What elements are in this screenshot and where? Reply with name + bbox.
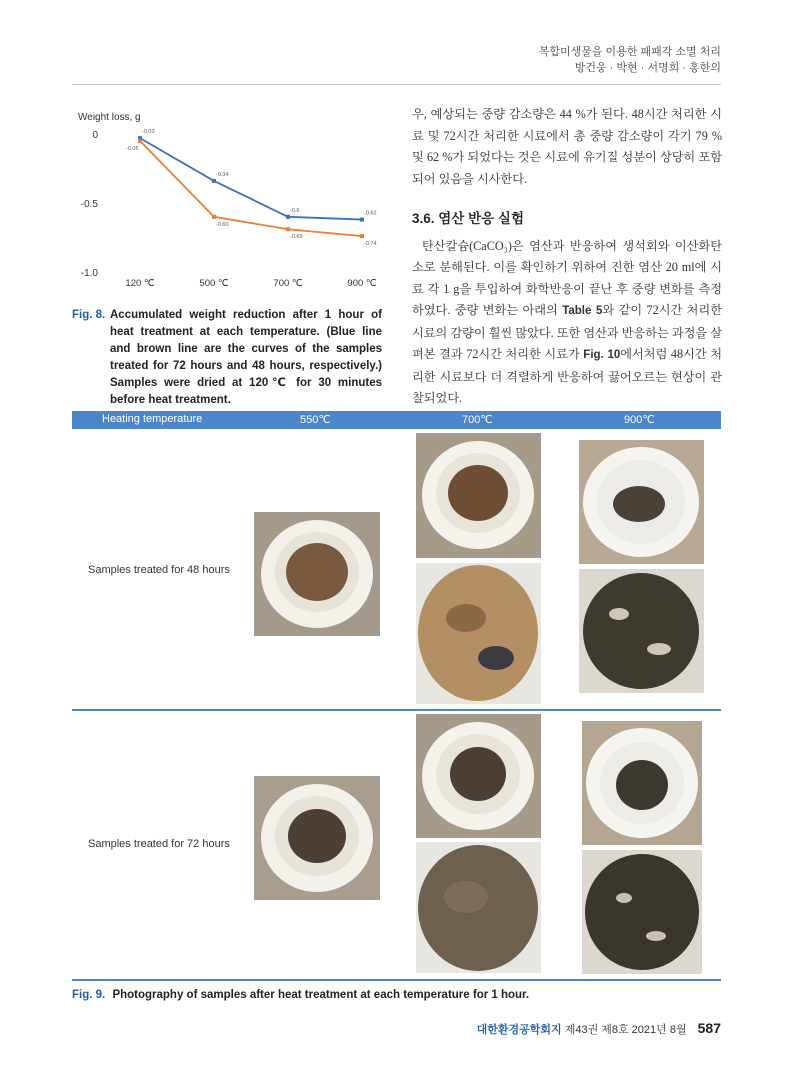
col-700: 700℃ bbox=[462, 414, 493, 426]
photo-48h-900-spread bbox=[579, 569, 704, 693]
y-tick-label: 0 bbox=[92, 130, 98, 141]
fig-ref: Fig. 10 bbox=[583, 349, 621, 361]
y-tick-label: -1.0 bbox=[80, 268, 98, 279]
series-line-1 bbox=[140, 141, 362, 236]
paragraph-1: 우, 예상되는 중량 감소량은 44 %가 된다. 48시간 처리한 시료 및 72시간 처리한 시료에서 총 중량 감소량이 각기 79 % 및 62 %가 되었다는 것은 시료에 유기질 성분이 상당히 포함되어 있음을 시사한다. bbox=[412, 107, 722, 186]
data-label: -0.74 bbox=[364, 241, 377, 248]
page-footer bbox=[477, 1020, 721, 1037]
col-550: 550℃ bbox=[300, 414, 331, 426]
data-point bbox=[286, 215, 290, 219]
col-900: 900℃ bbox=[624, 414, 655, 426]
right-column bbox=[412, 104, 722, 410]
paragraph-2c: 에서처럼 48시간 처리한 시료보다 더 격렬하게 반응하여 끓어오르는 현상이 관찰되었다. bbox=[412, 347, 722, 405]
photo-72h-900-bowl bbox=[582, 721, 702, 845]
x-tick-label: 900 ℃ bbox=[347, 278, 377, 289]
data-label: -0.05 bbox=[126, 145, 139, 152]
row-label-72h: Samples treated for 72 hours bbox=[88, 838, 230, 850]
photo-table-header bbox=[72, 411, 721, 429]
data-label: -0.60 bbox=[216, 221, 229, 228]
col-heating-temperature: Heating temperature bbox=[102, 413, 203, 425]
data-point bbox=[360, 218, 364, 222]
fig8-caption bbox=[72, 307, 382, 409]
photo-72h-700-bowl bbox=[416, 714, 541, 838]
journal-issue: 제43권 제8호 2021년 8월 bbox=[564, 1024, 687, 1036]
x-tick-label: 120 ℃ bbox=[125, 278, 155, 289]
y-tick-label: -0.5 bbox=[80, 199, 98, 210]
data-label: -0.6 bbox=[290, 207, 300, 214]
photo-48h-700-bowl bbox=[416, 433, 541, 558]
data-point bbox=[286, 227, 290, 231]
paragraph-2a: 탄산칼슘(CaCO₃)은 염산과 반응하여 생석회와 이산화탄소로 분해된다. 이를 확인하기 위하여 진한 염산 20 ml에 시료 각 1 g을 투입하여 화학반응이 끝난 후 중량 변화를 측정하였다. 중량 변화는 아래의 bbox=[412, 238, 722, 317]
header-authors: 방건웅 · 박현 · 서명희 · 홍한의 bbox=[574, 62, 721, 74]
page-number: 587 bbox=[697, 1020, 721, 1036]
data-label: -0.62 bbox=[364, 210, 377, 217]
weight-loss-chart bbox=[72, 100, 390, 300]
header-title: 복합미생물을 이용한 패패각 소멸 처리 bbox=[538, 46, 721, 58]
fig9-caption bbox=[72, 989, 529, 1001]
fig8-text: Accumulated weight reduction after 1 hour of heat treatment at each temperature. (Blue line and brown line are the curves of the samples treated for 72 hours and 48 hours, respectively.) Samples were dried at 120℃ for 30 minutes before heat treatment. bbox=[110, 309, 382, 406]
fig9-label: Fig. 9. bbox=[72, 989, 106, 1001]
data-point bbox=[360, 234, 364, 238]
photo-48h-550-bowl bbox=[254, 512, 380, 636]
x-tick-label: 500 ℃ bbox=[199, 278, 229, 289]
chart-svg bbox=[72, 100, 390, 300]
photo-72h-550-bowl bbox=[254, 776, 380, 900]
photo-48h-700-spread bbox=[416, 563, 541, 704]
running-header bbox=[539, 44, 721, 76]
photo-48h-900-bowl bbox=[579, 440, 704, 564]
paragraph-2 bbox=[412, 236, 722, 410]
data-label: -0.03 bbox=[142, 129, 155, 136]
data-label: -0.34 bbox=[216, 171, 229, 178]
table-ref: Table 5 bbox=[562, 305, 603, 317]
fig8-label: Fig. 8. bbox=[72, 309, 106, 321]
header-rule bbox=[72, 84, 721, 85]
photo-72h-900-spread bbox=[582, 850, 702, 974]
x-tick-label: 700 ℃ bbox=[273, 278, 303, 289]
data-point bbox=[212, 179, 216, 183]
row-separator bbox=[72, 709, 721, 711]
data-point bbox=[212, 215, 216, 219]
data-label: -0.69 bbox=[290, 234, 303, 241]
row-label-48h: Samples treated for 48 hours bbox=[88, 564, 230, 576]
section-title: 3.6. 염산 반응 실험 bbox=[412, 211, 525, 226]
chart-ylabel: Weight loss, g bbox=[78, 112, 141, 123]
data-point bbox=[138, 139, 142, 143]
series-line-0 bbox=[140, 138, 362, 219]
fig9-text: Photography of samples after heat treatment at each temperature for 1 hour. bbox=[112, 989, 530, 1001]
paragraph-2b: 와 같이 72시간 처리한 시료의 감량이 훨씬 많았다. 또한 염산과 반응하는 과정을 살펴본 결과 72시간 처리한 시료가 bbox=[412, 303, 722, 361]
table-bottom-rule bbox=[72, 979, 721, 981]
journal-name: 대한환경공학회지 bbox=[476, 1024, 562, 1036]
photo-72h-700-spread bbox=[416, 842, 541, 973]
